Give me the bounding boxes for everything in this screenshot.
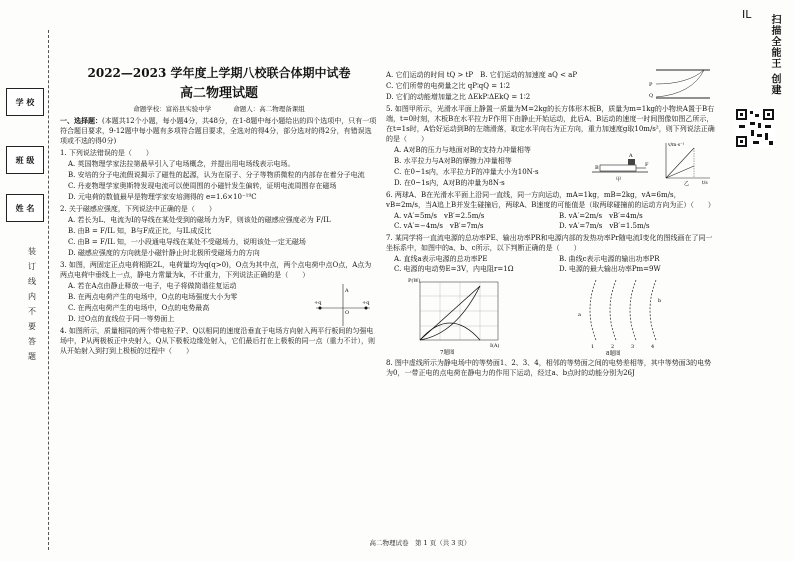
svg-text:P: P — [649, 82, 653, 88]
svg-text:B: B — [595, 165, 599, 171]
fig7-label: 7题图 — [440, 350, 455, 356]
scanner-watermark: 扫描全能王 创建 — [769, 14, 780, 96]
fig5-v-axis: v/m·s⁻¹ — [668, 143, 685, 148]
exam-school: 命题学校：富裕县实验中学 — [133, 105, 212, 113]
svg-text:2: 2 — [611, 344, 615, 350]
svg-text:+q: +q — [314, 300, 322, 306]
fig7-x-axis: I(A) — [490, 343, 500, 349]
svg-text:a: a — [578, 312, 581, 318]
exam-title: 2022—2023 学年度上学期八校联合体期中试卷 — [87, 66, 351, 80]
page-footer: 高二物理试卷 第 1 页（共 3 页） — [369, 539, 471, 547]
fig5-t-axis: t/s — [702, 181, 708, 186]
fig8-label: 8题图 — [606, 351, 621, 356]
svg-text:F: F — [645, 162, 649, 168]
question-1: 1. 下列说法错误的是（ ） A. 英国物理学家法拉第最早引入了电场概念，并提出用电场线表示电场。 B. 安培的分子电流假说揭示了磁性的起源，认为在原子、分子等物质微粒的内部存在着分子电流 C. 丹麦物理学家奥斯特发现电流可以使周围的小磁针发生偏转，证明电流周围存在磁场 D. 元电荷的数值最早是物理学家安培测得的 e=1.6×10⁻¹⁹C — [60, 149, 365, 201]
plates-diagram-icon — [648, 66, 714, 102]
binding-strip — [0, 0, 60, 561]
question-2: 2. 关于磁感应强度，下列说法中正确的是（ ） A. 若长为L、电流为I的导线在某处受到的磁场力为F，则该处的磁感应强度必为 F/IL B. 由B = F/IL 知，B与F成正比，与IL成反比 C. 由B = F/IL 知，一小段通电导线在某处不受磁场力，说明该处一定无磁场 D. 磁感应强度的方向就是小磁针静止时北极所受磁场力的方向 — [60, 205, 331, 257]
svg-text:+q: +q — [362, 300, 370, 306]
name-box: 姓 名 — [6, 194, 44, 222]
class-box: 班 级 — [6, 146, 44, 174]
fig7-y-axis: P(W) — [408, 278, 421, 284]
svg-text:b: b — [658, 298, 662, 304]
velocity-time-graph-icon — [658, 140, 714, 186]
svg-text:O: O — [345, 310, 350, 316]
binding-notice: 装 订 线 内 不 要 答 题 — [28, 247, 36, 361]
question-7: 7. 某同学将一直流电源的总功率PE、输出功率PR和电源内部的发热功率Pr随电流I变化的图线画在了同一坐标系中，如图中的a、b、c所示，以下判断正确的是（ ） A. 直线a表示电源的总功率PE B. 曲线c表示电源的输出功率PR C. 电源的电动势E=3V，内电阻r=1Ω D. 电源的最大输出功率Pm=9W — [386, 234, 713, 273]
block-board-diagram-icon — [590, 148, 650, 184]
right-column — [386, 70, 716, 379]
charges-diagram-icon — [310, 282, 376, 328]
corner-mark: IL — [742, 8, 752, 21]
svg-text:A: A — [629, 153, 633, 159]
exam-content — [60, 62, 750, 552]
svg-text:1: 1 — [591, 344, 595, 350]
equipotential-diagram-icon — [566, 276, 686, 356]
exam-author: 命题人：高二物理备课组 — [233, 105, 305, 113]
school-box: 学 校 — [6, 88, 44, 116]
svg-text:4: 4 — [651, 344, 655, 350]
svg-text:3: 3 — [631, 344, 635, 350]
fig5-label-jia: 甲 — [616, 177, 622, 183]
exam-meta — [60, 105, 378, 114]
question-3: 3. 如图，两固定正点电荷相距2L，电荷量均为q(q>0)，O点为其中点，两个点电荷中点O点，A点为两点电荷中垂线上一点，静电力常量为k，不计重力，下列说法正确的是（ ） A. 若在A点由静止释放一电子，电子将做简谐往复运动 B. 在两点电荷产生的电场中，O点的电场强度大小为零 C. 在两点电荷产生的电场中，O点的电势最高 D. 过O点的直线位于同一等势面上 +q +q A O — [60, 260, 378, 324]
svg-text:A: A — [345, 288, 349, 294]
binding-dashed-line — [48, 30, 49, 550]
fig5-label-yi: 乙 — [684, 181, 690, 186]
question-5: 5. 如图甲所示，光滑水平面上静置一质量为M=2kg的长方体形木板B，质量为m=1kg的小物块A置于B右端，t=0时刻，木板B在水平拉力F作用下由静止开始运动，此后A、B运动的速度一时间图像如图乙所示，在t=1s时，A恰好运动到B的左端滑落，取定水平向右为正方向，重力加速度g取10m/s²，则下列说法正确的是（ ） A. A对B的压力与地面对B的支持力冲量相等 B. 水平拉力与A对B的摩擦力冲量相等 C. 在0~1s内，水平拉力F的冲量大小为10N·s D. 在0~1s内，A对B的冲量为8N·s B A F 甲 v/m·s⁻¹ t/s 乙 — [386, 105, 715, 187]
question-8: 8. 图中虚线所示为静电场中的等势面1、2、3、4，相邻的等势面之间的电势差相等，其中等势面3的电势为0，一带正电的点电荷在静电力的作用下运动，经过a、b点时的动能分别为26J — [386, 359, 712, 377]
power-current-graph-icon — [406, 276, 506, 356]
question-4: 4. 如图所示，质量相同的两个带电粒子P、Q以相同的速度沿垂直于电场方向射入两平行板间的匀强电场中，P从两极板正中央射入，Q从下极板边缘处射入，它们最后打在上极板的同一点（重力不计），则从开始射入到打到上极板的过程中（ ） — [60, 327, 375, 355]
left-column — [60, 62, 378, 357]
question-6: 6. 两球A、B在光滑水平面上沿同一直线，同一方向运动，mA=1kg，mB=2kg，vA=6m/s，vB=2m/s，当A追上B并发生碰撞后，两球A、B速度的可能值是（取两球碰撞前的运动方向为正）（ ） A. vA′=5m/s vB′=2.5m/s B. vA′=2m/s vB′=4m/s C. vA′=−4m/s vB′=7m/s D. vA′=7m/s vB′=1.5m/s — [386, 191, 715, 230]
question-4-continued: A. 它们运动的时间 tQ > tP B. 它们运动的加速度 aQ < aP C. 它们所带的电荷量之比 qP∶qQ = 1∶2 D. 它们的动能增加量之比 ΔEkP∶ΔEkQ = 1∶2 P Q — [386, 70, 716, 102]
svg-text:Q: Q — [649, 93, 654, 99]
exam-subject: 高二物理试题 — [179, 86, 258, 101]
section-1: 一、选择题：(本题共12个小题，每小题4分，共48分，在1-8题中每小题给出的四个选项中，只有一项符合题目要求，9-12题中每小题有多项符合题目要求，全选对的得4分，部分选对的得2分，有错误选项或不选的得0分) — [60, 116, 377, 145]
figures-7-8 — [386, 276, 716, 356]
